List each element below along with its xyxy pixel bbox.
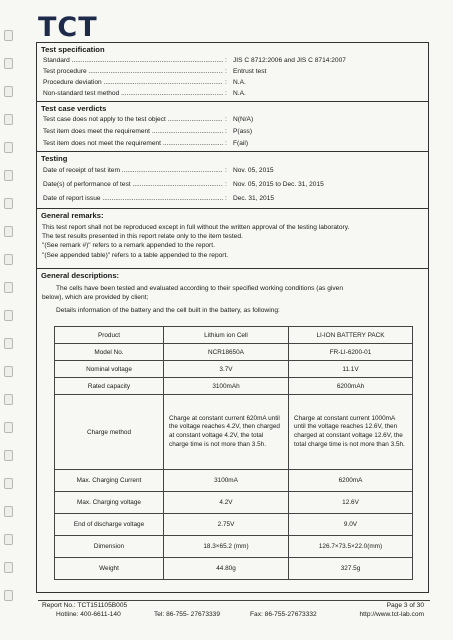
verdict-value: F(ail) bbox=[233, 140, 249, 147]
table-header-row bbox=[55, 327, 413, 344]
spec-value: Entrust test bbox=[233, 68, 267, 75]
testing-label: Date(s) of performance of test ..... bbox=[43, 181, 223, 188]
table-cell: Model No. bbox=[55, 344, 164, 361]
section-divider bbox=[37, 268, 428, 269]
table-header-cell: Lithium ion Cell bbox=[164, 327, 289, 344]
table-cell: Rated capacity bbox=[55, 378, 164, 395]
table-cell: Charge at constant current 620mA until the voltage reaches 4.2V, then charged at constant voltage 4.2V, the total charge time is not more than 3.5h. bbox=[164, 395, 289, 470]
table-row bbox=[55, 514, 413, 536]
table-cell: 4.2V bbox=[164, 492, 289, 514]
table-cell: 3100mAh bbox=[164, 378, 289, 395]
table-cell: FR-LI-6200-01 bbox=[289, 344, 413, 361]
table-cell: NCR18650A bbox=[164, 344, 289, 361]
table-header-cell: LI-ION BATTERY PACK bbox=[289, 327, 413, 344]
table-header-cell: Product bbox=[55, 327, 164, 344]
table-row bbox=[55, 536, 413, 558]
table-cell: Charge at constant current 1000mA until the voltage reaches 12.6V, then charged at constant voltage 12.6V, the total charge time is not more than 3.5h. bbox=[289, 395, 413, 470]
footer-rule bbox=[38, 600, 430, 601]
testing-heading: Testing bbox=[41, 154, 68, 163]
table-cell: 3100mA bbox=[164, 470, 289, 492]
verdict-label: Test case does not apply to the test object ..... bbox=[43, 116, 223, 123]
table-row bbox=[55, 492, 413, 514]
table-row bbox=[55, 558, 413, 580]
testing-value: Nov. 05, 2015 bbox=[233, 167, 274, 174]
table-row bbox=[55, 344, 413, 361]
description-line: Details information of the battery and the cell built in the battery, as following: bbox=[56, 307, 280, 315]
table-cell: Weight bbox=[55, 558, 164, 580]
binder-rings bbox=[4, 0, 14, 640]
remarks-heading: General remarks: bbox=[41, 211, 104, 220]
section-divider bbox=[37, 101, 428, 102]
descriptions-heading: General descriptions: bbox=[41, 271, 120, 280]
verdicts-heading: Test case verdicts bbox=[41, 104, 107, 113]
table-cell: 11.1V bbox=[289, 361, 413, 378]
table-cell: Charge method bbox=[55, 395, 164, 470]
spec-label: Procedure deviation ..... bbox=[43, 79, 223, 86]
table-cell: Max. Charging voltage bbox=[55, 492, 164, 514]
report-frame: Test specification Standard ..... : JIS C 8712:2006 and JIS C 8714:2007 Test procedure ..... : Entrust test Procedure deviation ..... : N.A. Non-standard test method ..... : N.A. Test case verdicts Test case does not apply to the test object ..... : N(N/A) Test item does meet the requirement ..... : P(ass) Test item does not meet the requirement ..... : F(ail) Testing Date of receipt of test item ..... : Nov. 05, 2015 Date(s) of performance of test ..... : Nov. 05, 2015 to Dec. 31, 2015 Date of report issue ..... : Dec. 31, 2015 General remarks: This test report shall not be reproduced except in full without the written approval of the testing laboratory. The test results presented in this report relate only to the item tested. "(See remark #)" refers to a remark appended to the report. "(See appended table)" refers to a table appended to the report. General descriptions: The cells have been tested and evaluated according to their specified working conditions (as given below), which are provided by client; Details information of the battery and the cell built in the battery, as following: Product Lithium ion Cell LI-ION BATTERY PACK Model No. NCR18650A FR-LI-6200-01 Nominal voltage 3.7V 11.1V Rated capacity 3100mAh 6200mAh Charge method Charge at constant current 620mA until the voltage reaches 4.2V, then charged at constant voltage 4.2V, the total charge time is not more than 3.5h. Charge at constant current 1000mA until the voltage reaches 12.6V, then charged at constant voltage 12.6V, the total charge time is not more than 3.5h. Max. Charging Current 3100mA 6200mA Max. Charging voltage 4.2V 12.6V End of discharge voltage 2.75V 9.0V Dimension 18.3×65.2 (mm) 126.7×73.5×22.0(mm) Weight 44.80g 327.5g bbox=[36, 42, 429, 593]
description-line: below), which are provided by client; bbox=[42, 294, 149, 302]
table-cell: 126.7×73.5×22.0(mm) bbox=[289, 536, 413, 558]
table-cell: Dimension bbox=[55, 536, 164, 558]
table-row bbox=[55, 395, 413, 470]
hotline: Hotline: 400-6611-140 bbox=[56, 611, 121, 618]
telephone: Tel: 86-755- 27673339 bbox=[154, 611, 220, 618]
table-cell: 9.0V bbox=[289, 514, 413, 536]
description-line: The cells have been tested and evaluated according to their specified working conditions (as given bbox=[56, 285, 344, 292]
table-row bbox=[55, 470, 413, 492]
remark-line: This test report shall not be reproduced except in full without the written approval of the testing laboratory. bbox=[42, 224, 350, 231]
table-cell: Max. Charging Current bbox=[55, 470, 164, 492]
table-cell: 18.3×65.2 (mm) bbox=[164, 536, 289, 558]
test-spec-heading: Test specification bbox=[41, 45, 105, 54]
remark-line: The test results presented in this report relate only to the item tested. bbox=[42, 233, 243, 241]
verdict-label: Test item does meet the requirement ..... bbox=[43, 128, 223, 135]
remark-line: "(See appended table)" refers to a table appended to the report. bbox=[42, 251, 229, 259]
table-cell: 6200mA bbox=[289, 470, 413, 492]
table-cell: End of discharge voltage bbox=[55, 514, 164, 536]
table-cell: Nominal voltage bbox=[55, 361, 164, 378]
table-cell: 2.75V bbox=[164, 514, 289, 536]
testing-value: Dec. 31, 2015 bbox=[233, 195, 275, 202]
tct-logo: TCT bbox=[38, 12, 98, 43]
testing-label: Date of receipt of test item ..... bbox=[43, 167, 223, 174]
page-number: Page 3 of 30 bbox=[386, 602, 424, 609]
table-row bbox=[55, 378, 413, 395]
section-divider bbox=[37, 208, 428, 209]
verdict-value: N(N/A) bbox=[233, 116, 254, 123]
fax: Fax: 86-755-27673332 bbox=[250, 611, 317, 618]
table-cell: 3.7V bbox=[164, 361, 289, 378]
table-cell: 327.5g bbox=[289, 558, 413, 580]
spec-label: Standard ..... bbox=[43, 57, 223, 64]
spec-value: JIS C 8712:2006 and JIS C 8714:2007 bbox=[233, 57, 346, 64]
testing-label: Date of report issue ..... bbox=[43, 195, 223, 202]
spec-value: N.A. bbox=[233, 90, 246, 97]
table-cell: 44.80g bbox=[164, 558, 289, 580]
verdict-value: P(ass) bbox=[233, 128, 253, 135]
spec-label: Test procedure ..... bbox=[43, 68, 223, 75]
spec-label: Non-standard test method ..... bbox=[43, 90, 223, 97]
report-number: Report No.: TCT151105B005 bbox=[42, 602, 128, 609]
spec-value: N.A. bbox=[233, 79, 246, 86]
descriptions-text bbox=[42, 284, 426, 316]
battery-spec-table bbox=[54, 326, 413, 580]
testing-value: Nov. 05, 2015 to Dec. 31, 2015 bbox=[233, 181, 324, 188]
website-link[interactable]: http://www.tct-lab.com bbox=[359, 611, 424, 618]
table-cell: 12.6V bbox=[289, 492, 413, 514]
remark-line: "(See remark #)" refers to a remark appended to the report. bbox=[42, 242, 215, 250]
section-divider bbox=[37, 151, 428, 152]
table-cell: 6200mAh bbox=[289, 378, 413, 395]
remarks-text bbox=[42, 223, 426, 260]
verdict-label: Test item does not meet the requirement ..... bbox=[43, 140, 223, 147]
table-row bbox=[55, 361, 413, 378]
